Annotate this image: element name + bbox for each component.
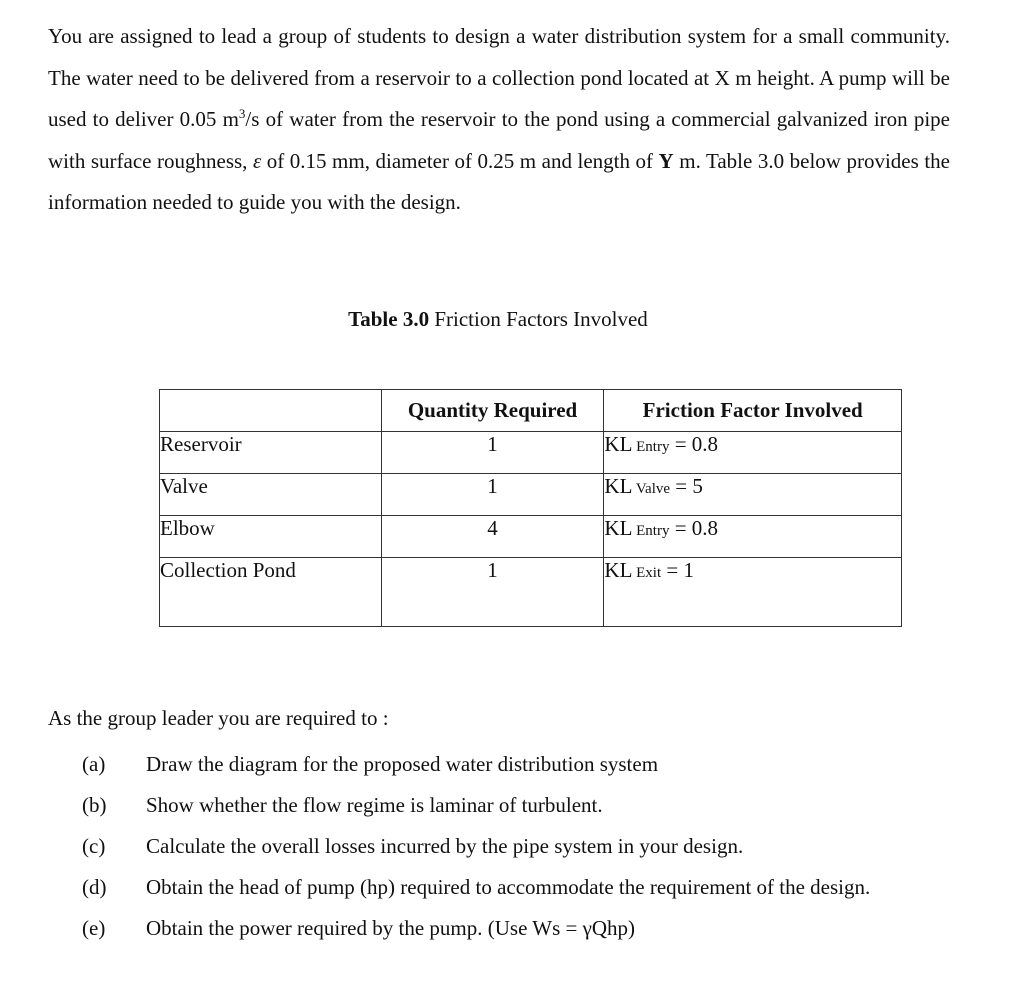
k-subscript: Exit — [632, 565, 662, 581]
paragraph-text-2: /s of water from the reservoir to the pond using a commercial galvanized iron pipe with surface roughness, — [48, 107, 950, 173]
k-symbol: K — [604, 474, 620, 498]
k-l-symbol: L — [619, 432, 633, 456]
paragraph-text-1: You are assigned to lead a group of students to design a water distribution system for a small community. The water need to be delivered from a reservoir to a collection pond located at X m height. A pump will be used to deliver 0.05 m — [48, 24, 950, 131]
row-name: Collection Pond — [160, 558, 382, 627]
list-item — [0, 908, 1018, 949]
task-text: Obtain the head of pump (hp) required to accommodate the requirement of the design. — [146, 875, 871, 899]
list-item — [0, 744, 1018, 785]
task-text: Draw the diagram for the proposed water distribution system — [146, 752, 659, 776]
table-caption-number: Table 3.0 — [348, 307, 430, 331]
row-k — [604, 558, 902, 627]
k-symbol: K — [604, 558, 620, 582]
header-friction: Friction Factor Involved — [604, 390, 902, 432]
task-label: (e) — [82, 916, 106, 940]
table-caption — [0, 307, 996, 332]
task-text: Obtain the power required by the pump. (Use Ws = γQhp) — [146, 916, 636, 940]
paragraph-text-3: of 0.15 mm, diameter of 0.25 m and length of — [261, 148, 659, 173]
header-quantity: Quantity Required — [381, 390, 604, 432]
task-label: (a) — [82, 752, 106, 776]
k-value: = 0.8 — [669, 516, 719, 540]
tasks-intro: As the group leader you are required to : — [48, 706, 389, 730]
header-blank — [160, 390, 382, 432]
k-value: = 0.8 — [669, 432, 719, 456]
task-text: Calculate the overall losses incurred by the pipe system in your design. — [146, 834, 744, 858]
table-row — [160, 516, 902, 558]
k-subscript: Valve — [632, 481, 671, 497]
task-text: Show whether the flow regime is laminar of turbulent. — [146, 793, 603, 817]
list-item — [0, 867, 1018, 908]
row-name: Reservoir — [160, 432, 382, 474]
row-k — [604, 516, 902, 558]
length-variable: Y — [658, 148, 674, 173]
row-qty: 1 — [381, 432, 604, 474]
list-item — [0, 785, 1018, 826]
paragraph-text-4: m. Table 3.0 below provides the information needed to guide you with the design. — [48, 148, 950, 214]
friction-factor-table — [159, 389, 902, 627]
k-subscript: Entry — [632, 523, 670, 539]
k-l-symbol: L — [619, 558, 633, 582]
row-k — [604, 474, 902, 516]
table-header-row — [160, 390, 902, 432]
epsilon-symbol: ε — [252, 148, 262, 173]
row-qty: 1 — [381, 558, 604, 627]
task-list — [0, 744, 1018, 949]
table-row — [160, 558, 902, 627]
problem-paragraph — [48, 16, 950, 224]
row-qty: 4 — [381, 516, 604, 558]
k-subscript: Entry — [632, 439, 670, 455]
k-symbol: K — [604, 516, 620, 540]
k-value: = 1 — [661, 558, 694, 582]
list-item — [0, 826, 1018, 867]
k-symbol: K — [604, 432, 620, 456]
table-row — [160, 432, 902, 474]
task-label: (b) — [82, 793, 107, 817]
table-caption-text: Friction Factors Involved — [429, 307, 648, 331]
row-name: Elbow — [160, 516, 382, 558]
row-name: Valve — [160, 474, 382, 516]
row-k — [604, 432, 902, 474]
task-label: (c) — [82, 834, 106, 858]
cubic-superscript: 3 — [238, 106, 246, 121]
task-label: (d) — [82, 875, 107, 899]
k-l-symbol: L — [619, 516, 633, 540]
k-l-symbol: L — [619, 474, 633, 498]
k-value: = 5 — [670, 474, 703, 498]
table-row — [160, 474, 902, 516]
row-qty: 1 — [381, 474, 604, 516]
